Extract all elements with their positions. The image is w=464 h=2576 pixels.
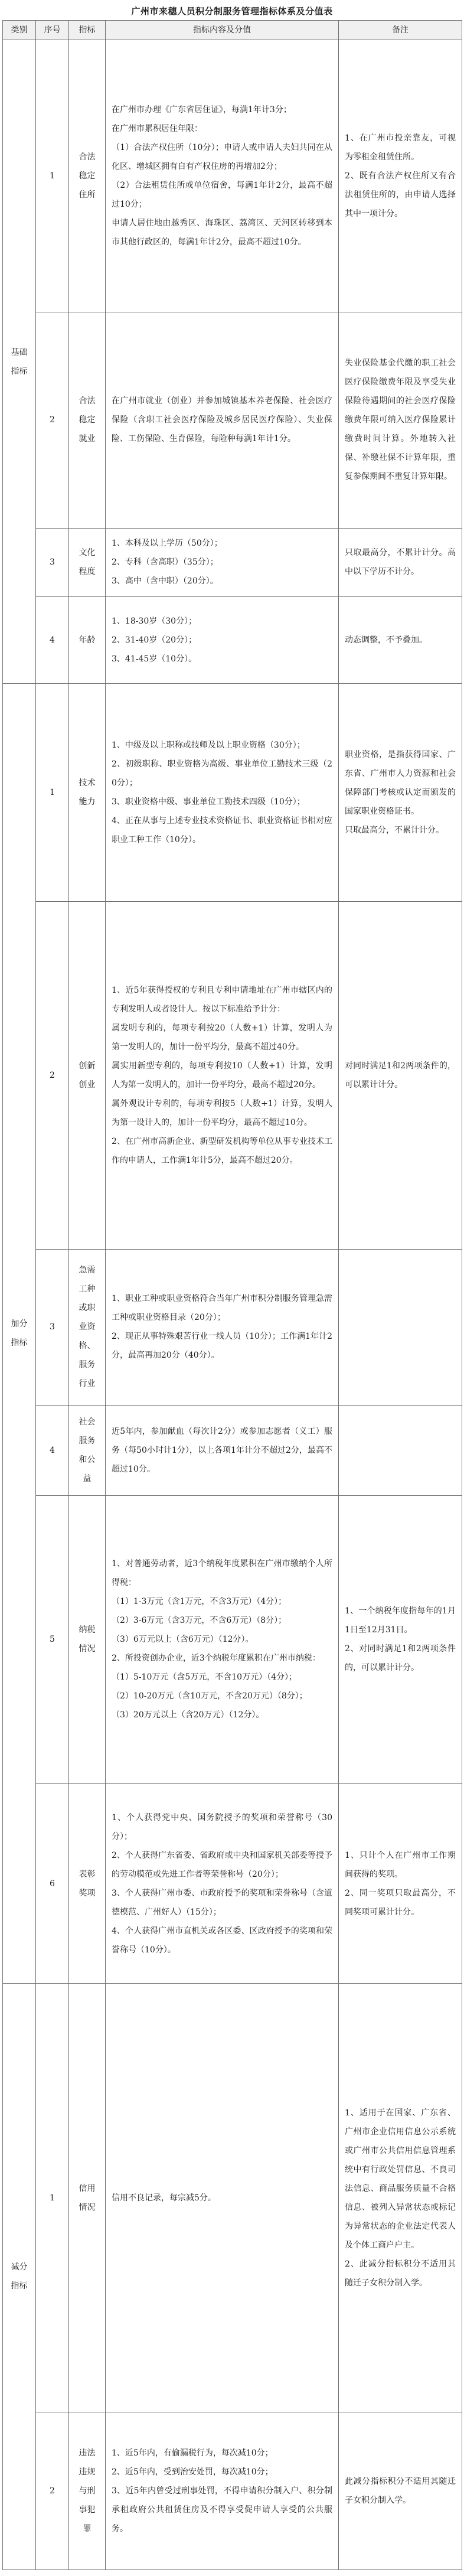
- content-line: 2、现正从事特殊艰苦行业一线人员（10分）；工作满1年计2分，最高再加20分（40分）。: [112, 1332, 332, 1361]
- indicator-cell: 合法稳定就业: [69, 312, 106, 528]
- table-row: [3, 1984, 462, 2412]
- remarks-cell: [339, 312, 462, 528]
- content-cell: [106, 1984, 339, 2412]
- content-line: 3、职业资格中级、事业单位工勤技术四级（10分）；: [112, 797, 305, 807]
- content-line: 属发明专利的，每项专利按20（人数+1）计算，发明人为第一发明人的，加计一份平均分，最高不超过40分。: [112, 1023, 332, 1052]
- indicator-cell: 急需工种或职业资格、服务行业: [69, 1250, 106, 1406]
- content-line: 1、近5年内，有偷漏税行为，每次减10分；: [112, 2448, 273, 2458]
- row-number-cell: 4: [36, 1405, 69, 1495]
- row-number-cell: 1: [36, 684, 69, 901]
- content-cell: [106, 2412, 339, 2570]
- table-row: [3, 2412, 462, 2570]
- table-row: [3, 684, 462, 901]
- content-cell: [106, 684, 339, 901]
- header-indicator: 指标: [69, 21, 106, 40]
- row-number-cell: 3: [36, 1250, 69, 1406]
- remark-line: 2、既有合法产权住所又有合法租赁住所的，由申请人选择其中一项计分。: [345, 171, 456, 219]
- remark-line: 此减分指标积分不适用其随迁子女积分制入学。: [345, 2476, 456, 2505]
- table-row: [3, 901, 462, 1249]
- content-line: 1、本科及以上学历（50分）；: [112, 539, 223, 549]
- remarks-cell: [339, 40, 462, 312]
- content-line: 1、近5年获得授权的专利且专利申请地址在广州市辖区内的专利发明人或者设计人。按以下标准给予计分：: [112, 985, 332, 1014]
- remark-line: 只取最高分，不累计计分。: [345, 825, 444, 835]
- remark-line: 职业资格，是指获得国家、广东省、广州市人力资源和社会保障部门考核或认定而颁发的国家职业资格证书。: [345, 749, 456, 816]
- content-line: （1）1-3万元（含1万元，不含3万元）（4分）；: [112, 1597, 287, 1607]
- table-row: [3, 40, 462, 312]
- remarks-cell: [339, 1495, 462, 1783]
- indicator-cell: 纳税情况: [69, 1495, 106, 1783]
- remarks-cell: [339, 1250, 462, 1406]
- content-line: 属外观设计专利的，每项专利按5（人数+1）计算，发明人为第一设计人的，加计一份平均分，最高不超过10分。: [112, 1098, 332, 1127]
- content-line: 申请人居住地由越秀区、海珠区、荔湾区、天河区转移到本市其他行政区的，每满1年计2分，最高不超过10分。: [112, 218, 332, 247]
- remark-line: 1、一个纳税年度指每年的1月1日至12月31日。: [345, 1606, 456, 1635]
- table-body: [3, 40, 462, 2570]
- content-line: （2）10-20万元（含10万元，不含20万元）（8分）；: [112, 1691, 308, 1701]
- remarks-cell: [339, 1405, 462, 1495]
- content-line: 4、正在从事与上述专业技术资格证书、职业资格证书相对应职业工种工作（10分）。: [112, 816, 332, 844]
- remark-line: 1、适用于在国家、广东省、广州市企业信用信息公示系统或广州市公共信用信息管理系统中有行政处罚信息、不良司法信息、商品服务质量不合格信息、被列入异常状态或标记为异常状态的企业法定代表人及个体工商户户主。: [345, 2108, 456, 2250]
- header-row: [3, 21, 462, 40]
- content-cell: [106, 901, 339, 1249]
- row-number-cell: 1: [36, 1984, 69, 2412]
- content-line: 在广州市累积居住年限：: [112, 123, 202, 133]
- remark-line: 1、在广州市投亲靠友，可视为零租金租赁住所。: [345, 133, 456, 162]
- content-line: 1、中级及以上职称或技师及以上职业资格（30分）；: [112, 740, 305, 750]
- header-category: 类别: [3, 21, 36, 40]
- content-line: （2）合法租赁住所或单位宿舍，每满1年计2分，最高不超过10分；: [112, 180, 332, 209]
- table-row: [3, 1495, 462, 1783]
- content-cell: [106, 1495, 339, 1783]
- table-row: [3, 1405, 462, 1495]
- content-line: 在广州市就业（创业）并参加城镇基本养老保险、社会医疗保险（含职工社会医疗保险及城乡居民医疗保险）、失业保险、工伤保险、生育保险，每险种每满1年计1分。: [112, 396, 332, 444]
- content-line: 2、近5年内，受到治安处罚，每次减10分；: [112, 2467, 273, 2477]
- category-cell: 加分指标: [3, 684, 36, 1984]
- content-line: 在广州市办理《广东省居住证》，每满1年计3分；: [112, 105, 292, 115]
- table-row: [3, 528, 462, 596]
- header-content: 指标内容及分值: [106, 21, 339, 40]
- row-number-cell: 2: [36, 901, 69, 1249]
- content-line: （2）3-6万元（含3万元，不含6万元）（8分）；: [112, 1616, 287, 1626]
- score-table: [2, 20, 462, 2570]
- indicator-cell: 创新创业: [69, 901, 106, 1249]
- row-number-cell: 2: [36, 312, 69, 528]
- content-line: 近5年内，参加献血（每次计2分）或参加志愿者（义工）服务（每50小时计1分），以上各项1年计分不超过2分，最高不超过10分。: [112, 1426, 332, 1474]
- remark-line: 只取最高分，不累计计分。高中以下学历不计分。: [345, 548, 456, 577]
- document-title: 广州市来穗人员积分制服务管理指标体系及分值表: [131, 6, 333, 17]
- header-no: 序号: [36, 21, 69, 40]
- remark-line: 2、此减分指标积分不适用其随迁子女积分制入学。: [345, 2259, 456, 2288]
- remarks-cell: [339, 2412, 462, 2570]
- content-line: 1、个人获得党中央、国务院授予的奖项和荣誉称号（30分）；: [112, 1812, 332, 1841]
- content-line: 4、个人获得广州市直机关或各区委、区政府授予的奖项和荣誉称号（10分）。: [112, 1926, 332, 1955]
- content-cell: [106, 528, 339, 596]
- row-number-cell: 6: [36, 1784, 69, 1984]
- category-cell: 基础指标: [3, 40, 36, 684]
- indicator-cell: 年龄: [69, 596, 106, 683]
- indicator-cell: 合法稳定住所: [69, 40, 106, 312]
- remark-line: 2、对同时满足1和2两项条件的，可以累计计分。: [345, 1644, 456, 1673]
- content-cell: [106, 40, 339, 312]
- content-line: 2、初级职称、职业资格为高级、事业单位工勤技术三级（20分）；: [112, 759, 332, 788]
- indicator-cell: 技术能力: [69, 684, 106, 901]
- content-line: 属实用新型专利的，每项专利按10（人数+1）计算，发明人为第一发明人的，加计一份平均分，最高不超过20分。: [112, 1061, 332, 1090]
- content-line: 2、在广州市高新企业、新型研发机构等单位从事专业技术工作的申请人，工作满1年计5分，最高不超过20分。: [112, 1136, 332, 1165]
- row-number-cell: 4: [36, 596, 69, 683]
- content-line: 3、41-45岁（10分）。: [112, 654, 197, 664]
- remark-line: 1、只计个人在广州市工作期间获得的奖项。: [345, 1850, 456, 1879]
- content-cell: [106, 1250, 339, 1406]
- indicator-cell: 文化程度: [69, 528, 106, 596]
- content-line: （3）6万元以上（含6万元）（12分）。: [112, 1635, 254, 1645]
- remarks-cell: [339, 684, 462, 901]
- content-line: 2、专科（含高职）（35分）；: [112, 557, 218, 568]
- remarks-cell: [339, 901, 462, 1249]
- content-line: （1）5-10万元（含5万元，不含10万元）（4分）；: [112, 1672, 297, 1682]
- content-line: 2、所投资创办企业，近3个纳税年度累积在广州市纳税：: [112, 1654, 321, 1664]
- row-number-cell: 1: [36, 40, 69, 312]
- remarks-cell: [339, 1984, 462, 2412]
- content-line: 2、31-40岁（20分）；: [112, 635, 197, 645]
- row-number-cell: 2: [36, 2412, 69, 2570]
- header-remarks: 备注: [339, 21, 462, 40]
- content-line: （1）合法产权住所（10分）；申请人或申请人夫妇共同在从化区、增城区拥有自有产权住房的再增加2分；: [112, 142, 332, 171]
- content-line: （3）20万元以上（含20万元）（12分）。: [112, 1710, 264, 1720]
- table-row: [3, 1250, 462, 1406]
- remarks-cell: [339, 596, 462, 683]
- content-line: 3、高中（含中职）（20分）。: [112, 576, 218, 586]
- indicator-cell: 社会服务和公益: [69, 1405, 106, 1495]
- content-line: 3、个人获得广州市委、市政府授予的奖项和荣誉称号（含道德模范、广州好人）（15分）；: [112, 1888, 332, 1917]
- remark-line: 对同时满足1和2两项条件的，可以累计计分。: [345, 1061, 456, 1090]
- content-line: 2、个人获得广东省委、省政府或中央和国家机关部委等授予的劳动模范或先进工作者等荣誉称号（20分）；: [112, 1850, 332, 1879]
- content-line: 1、职业工种或职业资格符合当年广州市积分制服务管理急需工种或职业资格目录（20分）；: [112, 1294, 332, 1323]
- content-cell: [106, 596, 339, 683]
- content-line: 1、18-30岁（30分）；: [112, 617, 197, 627]
- content-cell: [106, 1405, 339, 1495]
- remark-line: 2、同一奖项只取最高分，不同奖项可累计计分。: [345, 1888, 456, 1917]
- remark-line: 动态调整，不予叠加。: [345, 635, 427, 645]
- remark-line: 失业保险基金代缴的职工社会医疗保险缴费年限及享受失业保险待遇期间的社会医疗保险缴费年限可纳入医疗保险累计缴费时间计算。外地转入社保、补缴社保不计算年限，重复参保期间不重复计算年限。: [345, 358, 456, 482]
- row-number-cell: 5: [36, 1495, 69, 1783]
- indicator-cell: 表彰奖项: [69, 1784, 106, 1984]
- row-number-cell: 3: [36, 528, 69, 596]
- table-row: [3, 1784, 462, 1984]
- indicator-cell: 违法违规与刑事犯罪: [69, 2412, 106, 2570]
- remarks-cell: [339, 528, 462, 596]
- table-row: [3, 312, 462, 528]
- table-row: [3, 596, 462, 683]
- content-line: 3、近5年内曾受过刑事处罚，不得申请积分制入户、积分制承租政府公共租赁住房及不得享受促申请人享受的公共服务。: [112, 2486, 332, 2533]
- category-cell: 减分指标: [3, 1984, 36, 2570]
- remarks-cell: [339, 1784, 462, 1984]
- indicator-cell: 信用情况: [69, 1984, 106, 2412]
- content-line: 1、对普通劳动者，近3个纳税年度累积在广州市缴纳个人所得税：: [112, 1559, 332, 1588]
- content-cell: [106, 312, 339, 528]
- content-line: 信用不良记录，每宗减5分。: [112, 2193, 216, 2203]
- content-cell: [106, 1784, 339, 1984]
